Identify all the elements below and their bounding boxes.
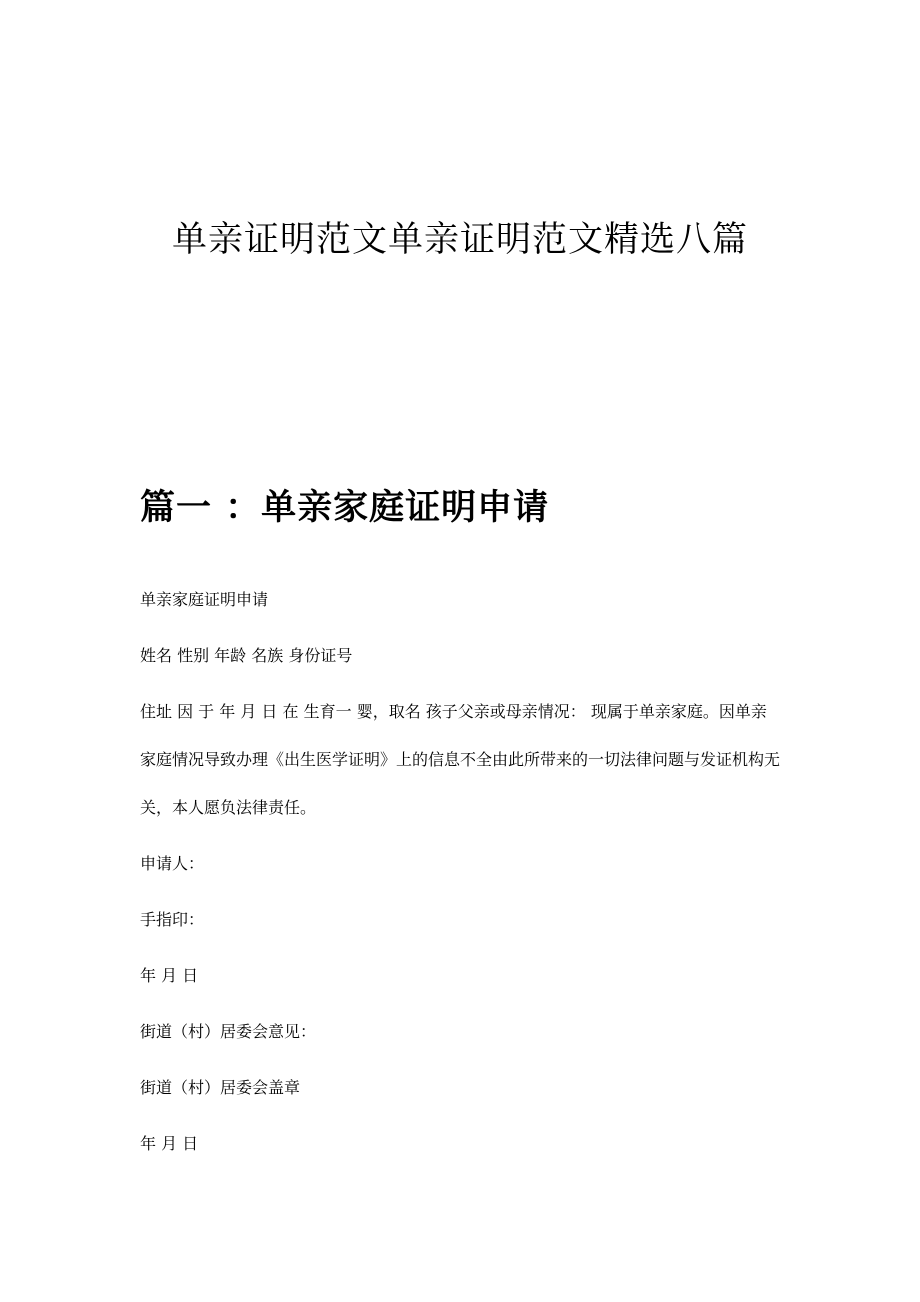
committee-opinion-label: 街道（村）居委会意见： xyxy=(140,1022,317,1041)
application-body-paragraph: 住址 因 于 年 月 日 在 生育一 婴，取名 孩子父亲或母亲情况： 现属于单亲家庭。因单亲家庭情况导致办理《出生医学证明》上的信息不全由此所带来的一切法律问题与发证机构无关，本人愿负法律责任。 xyxy=(140,702,781,817)
date-line-applicant: 年 月 日 xyxy=(140,966,199,985)
committee-seal-label: 街道（村）居委会盖章 xyxy=(140,1078,301,1097)
personal-info-line: 姓名 性别 年龄 名族 身份证号 xyxy=(140,646,353,665)
fingerprint-label: 手指印： xyxy=(140,910,205,929)
application-subtitle: 单亲家庭证明申请 xyxy=(140,590,269,609)
document-title: 单亲证明范文单亲证明范文精选八篇 xyxy=(171,220,748,260)
date-line-committee: 年 月 日 xyxy=(140,1134,199,1153)
applicant-label: 申请人： xyxy=(140,854,205,873)
section-heading: 篇一 ：单亲家庭证明申请 xyxy=(140,488,550,528)
